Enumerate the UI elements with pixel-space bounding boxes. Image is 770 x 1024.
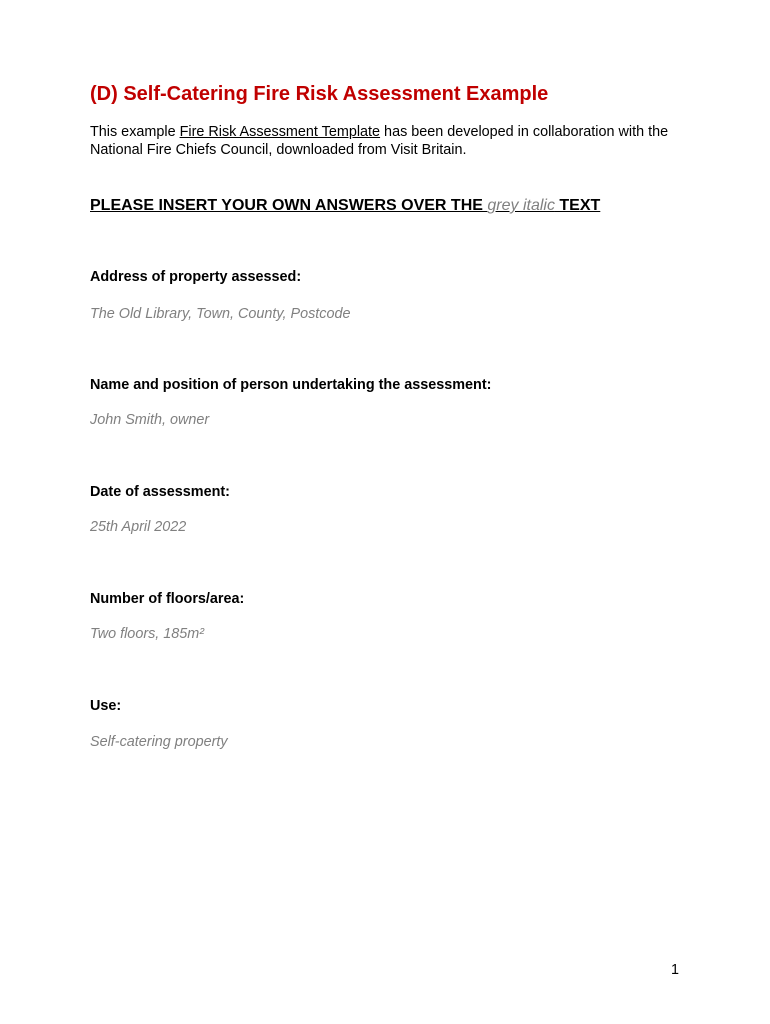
template-link[interactable]: Fire Risk Assessment Template xyxy=(179,124,381,140)
instruction-grey-text: grey italic xyxy=(487,197,555,214)
address-label: Address of property assessed: xyxy=(90,269,302,285)
date-answer[interactable]: 25th April 2022 xyxy=(90,519,187,535)
instruction-prefix: PLEASE INSERT YOUR OWN ANSWERS OVER THE xyxy=(90,197,488,214)
intro-paragraph xyxy=(90,123,710,159)
address-answer[interactable]: The Old Library, Town, County, Postcode xyxy=(90,306,351,322)
page-number: 1 xyxy=(671,962,680,978)
use-answer[interactable]: Self-catering property xyxy=(90,734,228,750)
instruction-heading xyxy=(90,196,600,216)
floors-area-answer[interactable]: Two floors, 185m² xyxy=(90,626,205,642)
assessor-label: Name and position of person undertaking the assessment: xyxy=(90,377,492,393)
assessor-answer[interactable]: John Smith, owner xyxy=(90,412,210,428)
intro-text-end: has been developed in collaboration with the National Fire Chiefs Council, downloaded from Visit Britain. xyxy=(90,124,669,158)
instruction-suffix: TEXT xyxy=(554,197,601,214)
floors-area-label: Number of floors/area: xyxy=(90,591,245,607)
document-title: (D) Self-Catering Fire Risk Assessment Example xyxy=(90,83,549,105)
date-label: Date of assessment: xyxy=(90,484,230,500)
intro-text-start: This example xyxy=(90,124,180,140)
use-label: Use: xyxy=(90,698,122,714)
